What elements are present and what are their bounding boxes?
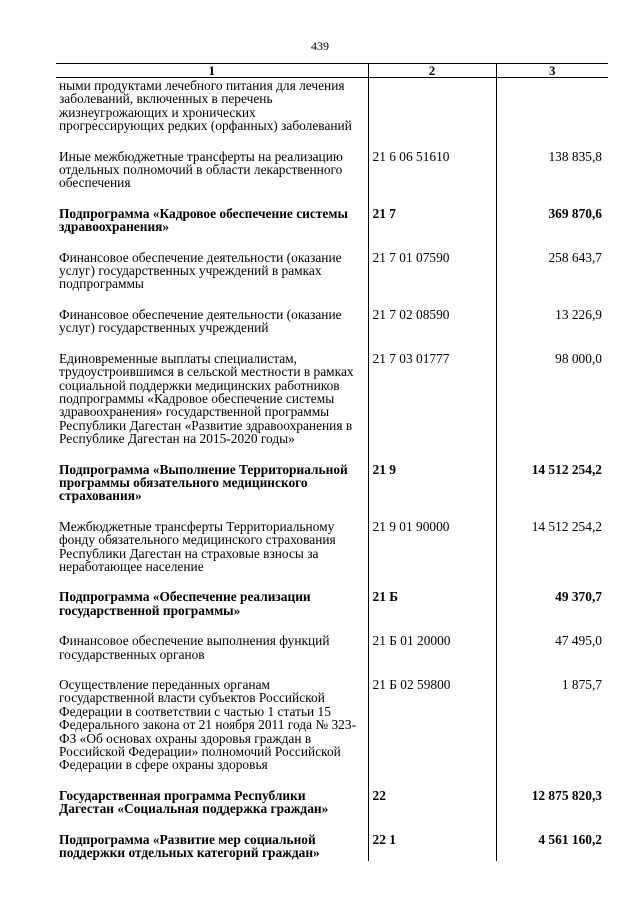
row-description: Финансовое обеспечение деятельности (оказание услуг) государственных учреждений (59, 306, 342, 336)
table-row (56, 789, 608, 833)
row-code: 21 Б 01 20000 (368, 634, 496, 678)
row-amount: 369 870,6 (496, 207, 608, 251)
row-amount: 258 643,7 (496, 251, 608, 308)
row-code: 21 Б 02 59800 (368, 678, 496, 789)
table-row (56, 678, 608, 789)
row-description: Единовременные выплаты специалистам, трудоустроившимся в сельской местности в рамках социальной поддержки медицинских работников подпрограммы «Кадровое обеспечение системы здравоохранения» государственной программы Республики Дагестан «Развитие здравоохранения в Республике Дагестан на 2015-2020 годы» (59, 350, 354, 447)
row-code (368, 78, 496, 150)
row-code: 21 9 01 90000 (368, 520, 496, 591)
row-code: 21 Б (368, 590, 496, 634)
table-row (56, 251, 608, 308)
row-amount: 98 000,0 (496, 352, 608, 463)
page-number: 439 (311, 39, 329, 53)
table-row (56, 150, 608, 207)
row-description: Межбюджетные трансферты Территориальному фонду обязательного медицинского страхования Республики Дагестан на страховые взносы за неработающее население (59, 518, 336, 574)
row-amount: 14 512 254,2 (496, 463, 608, 520)
row-description: Подпрограмма «Обеспечение реализации государственной программы» (59, 589, 311, 618)
header-col-description: 1 (56, 64, 368, 78)
row-code: 21 6 06 51610 (368, 150, 496, 207)
header-row (56, 64, 608, 78)
row-code: 21 7 (368, 207, 496, 251)
row-code: 21 9 (368, 463, 496, 520)
header-col-code: 2 (368, 64, 496, 78)
row-amount: 14 512 254,2 (496, 520, 608, 591)
row-code: 22 (368, 789, 496, 833)
budget-table (56, 63, 608, 861)
table-body (56, 78, 608, 861)
row-description: Подпрограмма «Кадровое обеспечение системы здравоохранения» (59, 205, 348, 235)
header-col-amount: 3 (496, 64, 608, 78)
row-amount: 13 226,9 (496, 308, 608, 352)
row-amount (496, 78, 608, 150)
row-description: ными продуктами лечебного питания для лечения заболеваний, включенных в перечень жизнеугрожающих и хронических прогрессирующих редких (орфанных) заболеваний (59, 78, 352, 134)
row-code: 21 7 01 07590 (368, 251, 496, 308)
row-description: Финансовое обеспечение выполнения функций государственных органов (59, 633, 330, 662)
row-description: Подпрограмма «Выполнение Территориальной программы обязательного медицинского страхования» (59, 461, 348, 504)
row-description: Осуществление переданных органам государственной власти субъектов Российской Федерации в соответствии с частью 1 статьи 15 Федерального закона от 21 ноября 2011 года № 323-ФЗ «Об основах охраны здоровья граждан в Российской Федерации» полномочий Российской Федерации в сфере охраны здоровья (59, 677, 357, 773)
row-code: 21 7 03 01777 (368, 352, 496, 463)
row-amount: 47 495,0 (496, 634, 608, 678)
row-code: 21 7 02 08590 (368, 308, 496, 352)
row-amount: 49 370,7 (496, 590, 608, 634)
table-row (56, 308, 608, 352)
table-row (56, 463, 608, 520)
row-description: Финансовое обеспечение деятельности (оказание услуг) государственных учреждений в рамках подпрограммы (59, 249, 342, 292)
row-amount: 12 875 820,3 (496, 789, 608, 833)
table-row (56, 78, 608, 150)
row-amount: 1 875,7 (496, 678, 608, 789)
row-description: Подпрограмма «Развитие мер социальной поддержки отдельных категорий граждан» (59, 831, 320, 861)
table-row (56, 352, 608, 463)
row-code: 22 1 (368, 833, 496, 861)
row-description: Иные межбюджетные трансферты на реализацию отдельных полномочий в области лекарственного обеспечения (59, 148, 343, 191)
table-header (56, 64, 608, 78)
row-description: Государственная программа Республики Дагестан «Социальная поддержка граждан» (59, 787, 329, 817)
table-row (56, 634, 608, 678)
table-row (56, 207, 608, 251)
budget-table-container (56, 63, 608, 861)
table-row (56, 590, 608, 634)
table-row (56, 833, 608, 861)
row-amount: 4 561 160,2 (496, 833, 608, 861)
table-row (56, 520, 608, 591)
row-amount: 138 835,8 (496, 150, 608, 207)
